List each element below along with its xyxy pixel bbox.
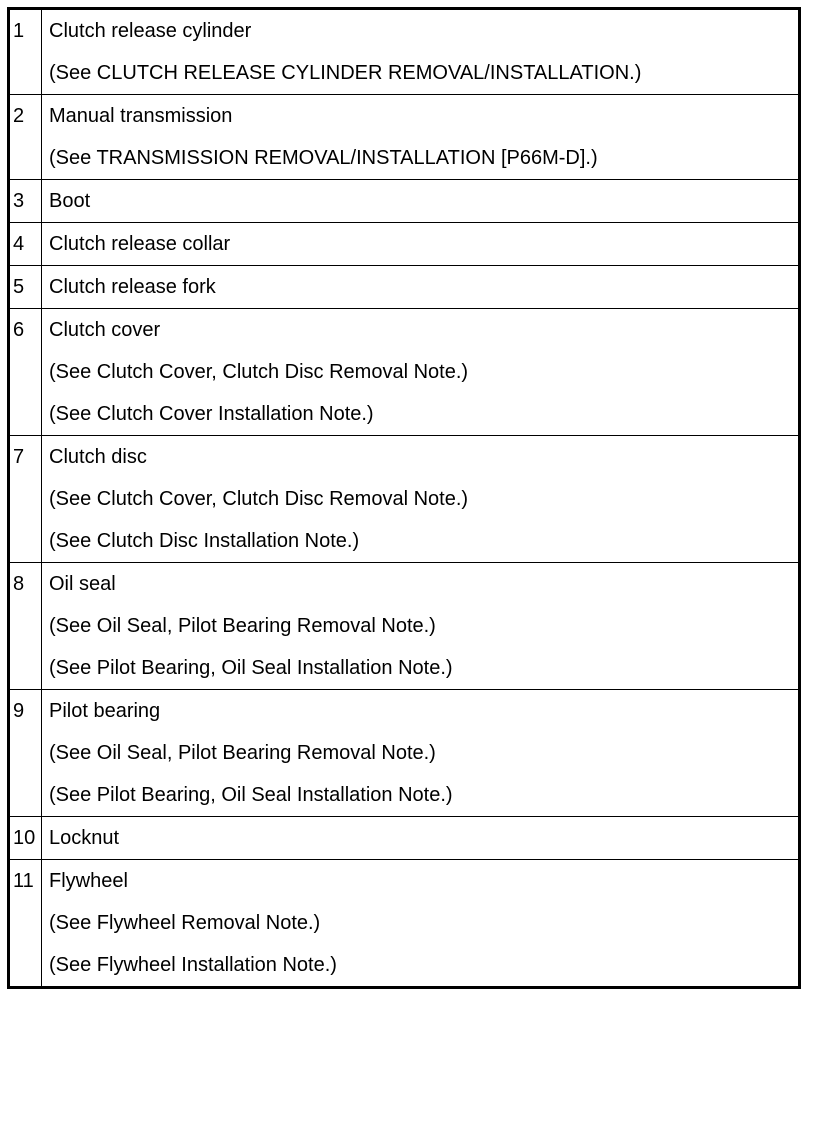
part-number: 4: [13, 233, 25, 255]
part-name: Clutch release cylinder: [49, 20, 252, 42]
table-row: [9, 817, 800, 860]
parts-table: [7, 7, 801, 989]
part-number-cell: [9, 817, 42, 860]
part-description-cell: [42, 266, 800, 309]
table-row: [9, 95, 800, 180]
part-number-cell: [9, 690, 42, 817]
part-number-cell: [9, 436, 42, 563]
part-number-cell: [9, 95, 42, 180]
part-number: 9: [13, 700, 25, 722]
part-name: Oil seal: [49, 573, 116, 595]
part-note-link[interactable]: (See Clutch Cover, Clutch Disc Removal Note.): [49, 361, 469, 383]
table-row: [9, 9, 800, 95]
table-row: [9, 180, 800, 223]
part-number-cell: [9, 309, 42, 436]
table-row: [9, 563, 800, 690]
part-number: 7: [13, 446, 25, 468]
part-name: Clutch disc: [49, 446, 147, 468]
parts-table-body: [9, 9, 800, 988]
part-description-cell: [42, 95, 800, 180]
part-number-cell: [9, 9, 42, 95]
part-note-link[interactable]: (See Flywheel Removal Note.): [49, 912, 321, 934]
part-name: Boot: [49, 190, 91, 212]
part-name: Locknut: [49, 827, 120, 849]
part-note-link[interactable]: (See Pilot Bearing, Oil Seal Installation Note.): [49, 784, 453, 806]
part-number: 3: [13, 190, 25, 212]
part-name: Clutch release fork: [49, 276, 216, 298]
part-description-cell: [42, 436, 800, 563]
part-name: Clutch release collar: [49, 233, 231, 255]
part-number-cell: [9, 266, 42, 309]
part-name: Manual transmission: [49, 105, 233, 127]
table-row: [9, 309, 800, 436]
part-description-cell: [42, 817, 800, 860]
table-row: [9, 860, 800, 988]
part-note-link[interactable]: (See Clutch Cover Installation Note.): [49, 403, 374, 425]
part-number: 11: [13, 870, 34, 892]
part-number: 5: [13, 276, 25, 298]
part-description-cell: [42, 9, 800, 95]
part-note-link[interactable]: (See Flywheel Installation Note.): [49, 954, 337, 976]
part-note-link[interactable]: (See Clutch Cover, Clutch Disc Removal Note.): [49, 488, 469, 510]
part-number-cell: [9, 563, 42, 690]
part-name: Pilot bearing: [49, 700, 161, 722]
part-number-cell: [9, 223, 42, 266]
part-note-link[interactable]: (See TRANSMISSION REMOVAL/INSTALLATION [P66M-D].): [49, 147, 598, 169]
part-description-cell: [42, 309, 800, 436]
part-number-cell: [9, 860, 42, 988]
part-note-link[interactable]: (See Oil Seal, Pilot Bearing Removal Note.): [49, 615, 436, 637]
table-row: [9, 266, 800, 309]
part-number: 10: [13, 827, 36, 849]
part-description-cell: [42, 860, 800, 988]
part-description-cell: [42, 180, 800, 223]
table-row: [9, 690, 800, 817]
table-row: [9, 223, 800, 266]
part-name: Clutch cover: [49, 319, 161, 341]
part-number: 2: [13, 105, 25, 127]
part-note-link[interactable]: (See CLUTCH RELEASE CYLINDER REMOVAL/INSTALLATION.): [49, 62, 642, 84]
part-note-link[interactable]: (See Clutch Disc Installation Note.): [49, 530, 360, 552]
part-number-cell: [9, 180, 42, 223]
part-note-link[interactable]: (See Pilot Bearing, Oil Seal Installation Note.): [49, 657, 453, 679]
part-name: Flywheel: [49, 870, 128, 892]
part-description-cell: [42, 690, 800, 817]
part-number: 1: [13, 20, 25, 42]
part-description-cell: [42, 223, 800, 266]
table-row: [9, 436, 800, 563]
part-number: 8: [13, 573, 25, 595]
part-number: 6: [13, 319, 25, 341]
part-description-cell: [42, 563, 800, 690]
part-note-link[interactable]: (See Oil Seal, Pilot Bearing Removal Note.): [49, 742, 436, 764]
